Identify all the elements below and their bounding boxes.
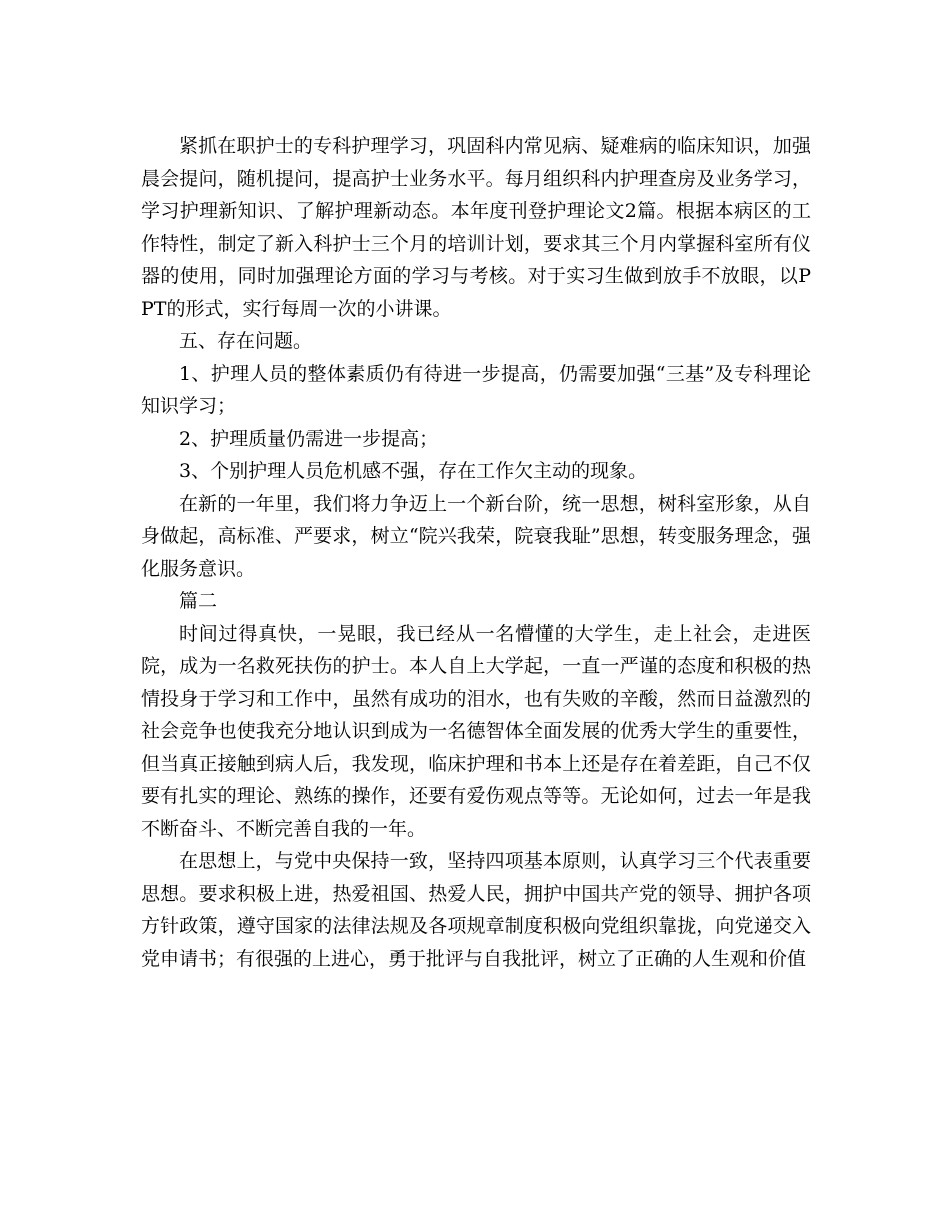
paragraph-ideology: 在思想上，与党中央保持一致，坚持四项基本原则，认真学习三个代表重要思想。要求积极上进，热爱祖国、热爱人民，拥护中国共产党的领导、拥护各项方针政策，遵守国家的法律法规及各项规章制度积极向党组织靠拢，向党递交入党申请书；有很强的上进心，勇于批评与自我批评，树立了正确的人生观和价值 xyxy=(141,850,811,970)
paragraph-new-year: 在新的一年里，我们将力争迈上一个新台阶，统一思想，树科室形象，从自身做起，高标准、严要求，树立“院兴我荣，院衰我耻”思想，转变服务理念，强化服务意识。 xyxy=(141,492,811,580)
paragraph-problem-3: 3、个别护理人员危机感不强，存在工作欠主动的现象。 xyxy=(179,460,648,482)
document-body xyxy=(141,130,811,975)
section-heading-part-two: 篇二 xyxy=(179,590,218,612)
paragraph-time-passes: 时间过得真快，一晃眼，我已经从一名懵懂的大学生，走上社会，走进医院，成为一名救死扶伤的护士。本人自上大学起，一直一严谨的态度和积极的热情投身于学习和工作中，虽然有成功的泪水，也有失败的辛酸，然而日益激烈的社会竞争也使我充分地认识到成为一名德智体全面发展的优秀大学生的重要性，但当真正接触到病人后，我发现，临床护理和书本上还是存在着差距，自己不仅要有扎实的理论、熟练的操作，还要有爱伤观点等等。无论如何，过去一年是我不断奋斗、不断完善自我的一年。 xyxy=(141,622,811,840)
section-heading-problems: 五、存在问题。 xyxy=(179,330,313,352)
paragraph-problem-2: 2、护理质量仍需进一步提高； xyxy=(179,427,439,450)
paragraph-training: 紧抓在职护士的专科护理学习，巩固科内常见病、疑难病的临床知识，加强晨会提问，随机提问，提高护士业务水平。每月组织科内护理查房及业务学习，学习护理新知识、了解护理新动态。本年度刊登护理论文2篇。根据本病区的工作特性，制定了新入科护士三个月的培训计划，要求其三个月内掌握科室所有仪器的使用，同时加强理论方面的学习与考核。对于实习生做到放手不放眼，以PPT的形式，实行每周一次的小讲课。 xyxy=(141,135,811,320)
paragraph-problem-1: 1、护理人员的整体素质仍有待进一步提高，仍需要加强“三基”及专科理论知识学习； xyxy=(141,362,811,417)
